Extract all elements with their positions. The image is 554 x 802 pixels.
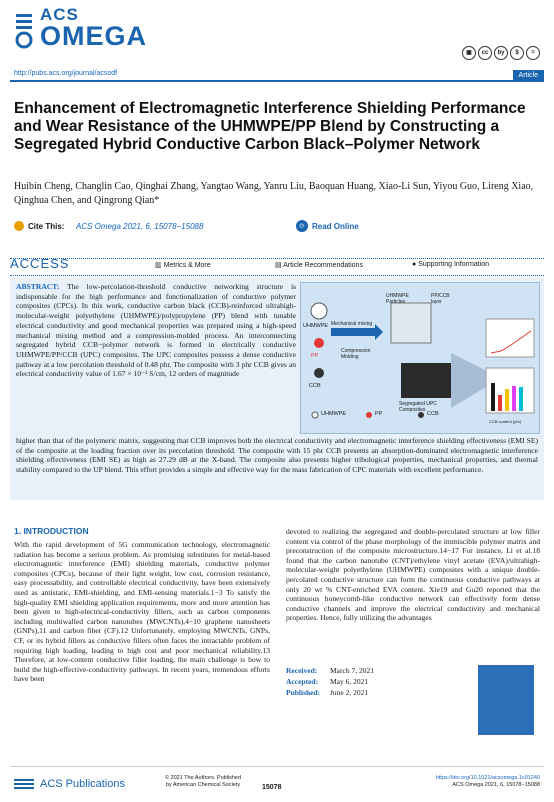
- accepted-label: Accepted:: [286, 677, 319, 686]
- cite-icon: [14, 221, 24, 231]
- article-title: Enhancement of Electromagnetic Interference Shielding Performance and Wear Resistance of the UHMWPE/PP Blend by Constructing a Segregated Hybrid Conductive Carbon Black–Polymer Network: [14, 100, 526, 153]
- abstract-label: ABSTRACT:: [16, 282, 60, 291]
- intro-column-1: With the rapid development of 5G communication technology, electromagnetic radiation has become a serious problem. As promising substitutes for metal-based electromagnetic interference (EMI) shielding materials, conductive polymer composites (CPCs), because of their light weight, low cost, corrosion resistance, easy processability, and controllable electrical conductivity, have been extensively used as antistatic, EMI-shielding, and EMI-sensing materials.1−3 To satisfy the high-quality EMI shielding application requirements, more and more attention has been given to high-electrical-conductivity fillers, such as carbon components including multiwalled carbon nanotubes (MWCNTs),4−10 graphene nanosheets (GNPs),11 and carbon fiber (CF).12 Unfortunately, employing MWCNTs, GNPs, CF, or its hybrid fillers as conductive fillers often faces the intractable problem of requiring high loading, leading to high cost and poor mechanical reliability.13 Therefore, at low-content conductive filler loading, the main challenge is how to build the high-effective-conductivity pathways. In recent years, tremendous efforts have been: [14, 540, 270, 684]
- supporting-info-label: Supporting Information: [418, 261, 490, 268]
- journal-logo-line1: ACS: [40, 5, 79, 24]
- metrics-label: Metrics & More: [163, 262, 211, 269]
- journal-cover-thumbnail[interactable]: [478, 665, 534, 735]
- toc-legend-ccb: CCB: [427, 411, 439, 417]
- toc-label-uhmwpe: UHMWPE: [303, 323, 329, 329]
- recommendations-label: Article Recommendations: [283, 262, 363, 269]
- recommendations-link[interactable]: [275, 261, 363, 269]
- toc-legend-pp: PP: [375, 411, 383, 417]
- nd-license-icon[interactable]: =: [526, 46, 540, 60]
- toc-chart-xlabel: CCB content (phr): [489, 419, 522, 424]
- copyright-notice: © 2021 The Authors. Published by American Chemical Society: [164, 775, 242, 788]
- toc-label-pp: PP: [311, 353, 319, 359]
- toc-label-ccb: CCB: [309, 383, 321, 389]
- received-label: Received:: [286, 666, 318, 675]
- metrics-link[interactable]: [155, 261, 211, 269]
- toc-graphic: [300, 282, 540, 434]
- cite-link[interactable]: ACS Omega 2021, 6, 15078−15088: [76, 222, 204, 231]
- section-heading-introduction: 1. INTRODUCTION: [14, 526, 89, 536]
- nc-license-icon[interactable]: $: [510, 46, 524, 60]
- footer-citation: [436, 775, 540, 789]
- metrics-icon: ▥: [155, 262, 162, 269]
- toc-legend-uhmwpe: UHMWPE: [321, 411, 347, 417]
- supporting-info-icon: ●: [412, 261, 417, 268]
- by-license-icon[interactable]: by: [494, 46, 508, 60]
- read-online-icon[interactable]: ⟳: [296, 220, 308, 232]
- intro-column-2: devoted to realizing the segregated and double-percolated structure at low filler content via control of the phase morphology of the immiscible polymer matrix and preconstruction of the composite microstructure.14−17 For instance, Li et al.18 found that the carbon nanotube (CNT)/ethylene vinyl acetate (EVA)/ultrahigh-molecular-weight polyethylene (UHMWPE) composites with a unique double-percolated conductive structure can form the continuous conductive pathways at only 20 wt % CNT-enriched EVA content. Xie19 and Gu20 reported that the continuous honeycomb-like conductive network can effectively form dense conductive channels and improve the electrical conductivity and mechanical properties. Hence, fully utilizing the advantages: [286, 527, 540, 623]
- supporting-info-link[interactable]: [412, 261, 489, 268]
- access-label: ACCESS: [10, 256, 70, 271]
- toc-label-molding: Compression Molding: [341, 348, 371, 360]
- header-divider: [10, 80, 544, 82]
- published-label: Published:: [286, 688, 321, 697]
- published-date: June 2, 2021: [330, 688, 369, 697]
- cc-license-icon[interactable]: cc: [478, 46, 492, 60]
- doi-link[interactable]: https://doi.org/10.1021/acsomega.1c01240: [435, 775, 540, 781]
- toc-label-segregated: Segregated UPC Composites: [399, 401, 437, 413]
- toc-label-layer: PP/CCB layer: [431, 293, 450, 305]
- page-number: 15078: [262, 784, 282, 791]
- open-access-icon[interactable]: ▣: [462, 46, 476, 60]
- read-online-link[interactable]: Read Online: [312, 222, 359, 231]
- acs-publications-logo[interactable]: ACS Publications: [40, 778, 125, 790]
- footer-divider: [10, 766, 544, 767]
- journal-url-link[interactable]: http://pubs.acs.org/journal/acsodf: [14, 70, 118, 77]
- journal-logo-line2: OMEGA: [40, 21, 148, 51]
- toc-label-particles: UHMWPE Particles: [386, 293, 409, 305]
- accepted-date: May 6, 2021: [330, 677, 369, 686]
- article-type-badge: Article: [513, 70, 544, 81]
- acs-pubs-logo-icon: [14, 776, 36, 795]
- abstract-narrow: [16, 282, 296, 379]
- toc-label-mixing: Mechanical mixing: [331, 321, 373, 327]
- author-list: Huibin Cheng, Changlin Cao, Qinghai Zhang, Yangtao Wang, Yanru Liu, Baoquan Huang, Xiao-Li Sun, Yiyou Guo, Lireng Xiao, Qinghua Chen, and Qingrong Qian*: [14, 181, 534, 206]
- cite-label: Cite This:: [28, 222, 65, 231]
- abstract-body-1: The low-percolation-threshold conductive networking structure is indispensable for the high performance and functionalization of conductive polymer composites (CPCs). In this work, conductive carbon black (CCB)-reinforced ultrahigh-molecular-weight polyethylene (UHMWPE)/polypropylene (PP) blend with tunable electrical conductivity and good mechanical properties was prepared using a high-speed mechanical mixing method and a compression-molded process. An interconnecting segregated hybrid CCB−polymer network is formed in electrically conductive UHMWPE/PP/CCB (UPC) composites. The UPC composites possess a dense conductive pathway at a low percolation threshold of 0.48 phr. The composite with 3 phr CCB gives an electrical conductivity value of 1.67 × 10⁻³ S/cm, 12 orders of magnitude: [16, 282, 297, 379]
- abstract-body-2: higher than that of the polymeric matrix, suggesting that CCB improves both the electrical conductivity and electromagnetic interference shielding effectiveness (EMI SE) of the composite at the loading fraction over its percolation threshold. The composite with 15 phr CCB presents an absorption-dominated electromagnetic interference shielding effectiveness (EMI SE) as high as 27.29 dB at the X-band. The composite also presents higher tribological properties, mechanical properties, and thermal stability compared to the UP blend. This effort provides a simple and effective way for the mass fabrication of CPC materials with excellent performance.: [16, 436, 538, 475]
- received-date: March 7, 2021: [330, 666, 374, 675]
- footer-citation-text: ACS Omega 2021, 6, 15078−15088: [452, 782, 540, 788]
- acs-logo-mark: [14, 10, 36, 50]
- recommendations-icon: ▤: [275, 262, 282, 269]
